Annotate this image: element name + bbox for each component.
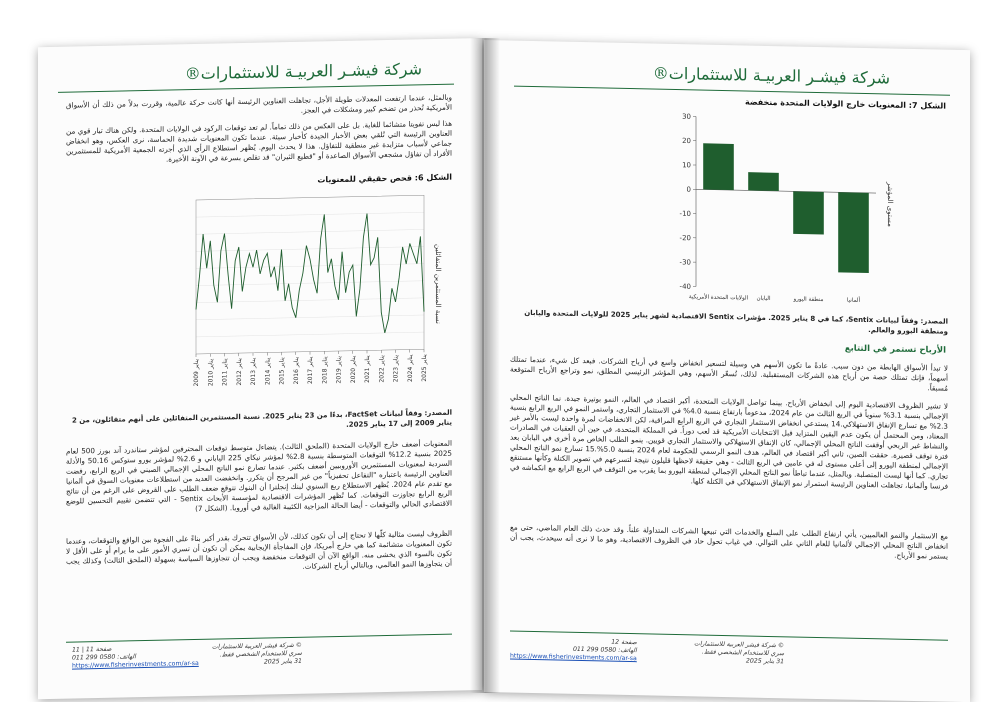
bar [793,191,824,234]
paragraph: مع الاستثمار والنمو العالميين، يأتي ارتفاع الطلب على السلع والخدمات التي تبيعها الشركات المتداولة علناً. وقد حدث ذلك العام الماضي، حتى مع انخفاض الناتج المحلي الإجمالي لألمانيا للعام الثاني على التوالي. في غياب تحول حاد في الظروف الاقتصادية، وهو ما لا نرى أنه سيحدث، يجب أن يستمر نمو الأرباح. [510,523,948,562]
paragraph: الظروف ليست مثالية كلّها لا تحتاج إلى أن تكون كذلك، لأن الأسواق تتحرك بقدر أكبر بناءً على الفجوة بين الواقع والتوقعات، وعندما تكون المعنويات متشائمة كما هي خارج أمريكا، فإن المفاجأة الإيجابية يمكن أن تكون أن تسري الأمور على ما يرام أو على الأقل لا تكون بالسوء الذي يخشى منه. الواقع الآن أن التوقعات منخفضة ويجب أن تتجاوزها السياسة بسهولة (الملحق الثالث) وكذلك يجب أن يتجاوزها النمو العالمي، وبالتالي أرباح الشركات. [66,529,452,577]
footer-website-link[interactable]: https://www.fisherinvestments.com/ar-sa [72,660,199,670]
y-tick-label: -40 [680,283,691,291]
x-tick-label: يناير 2011 [222,358,229,386]
figure-7-bar-chart [666,108,896,313]
x-tick-label: يناير 2012 [236,358,243,386]
x-tick-label: يناير 2024 [407,354,414,382]
x-tick-label: يناير 2014 [264,357,271,385]
brand-logo-text: شركة فيشـر العربيـة للاستثمارات® [185,59,422,83]
footer-phone: الهاتف: 0580 299 011 [510,645,637,656]
x-tick-label: يناير 2019 [336,356,343,384]
x-tick-label: اليابان [756,296,770,302]
x-tick-label: الولايات المتحدة الأمريكية [689,292,749,301]
paragraph: لا تشير الظروف الاقتصادية اليوم إلى انخفاض الأرباح. بينما تواصل الولايات المتحدة، أكبر اقتصاد في العالم، النمو بوتيرة جيدة. نما الناتج المحلي الإجمالي بنسبة 3.1% سنوياً في الربع الثالث من عام 2024، مدعوماً بارتفاع بنسبة 4.0% في الاستثمار التجاري، واستمر النمو في الربع الرابع بنسبة 2.3% مع تسارع الإنفاق الاستهلاكي.14 يستدعي انخفاض الاستثمار التجاري في الربع الرابع المراقبة، لكن الانخفاضات لمرة واحدة ليست بالأمر غير المعتاد، ومن المحتمل أن يكون عدم اليقين المتزايد قبل الانتخابات الأمريكية قد لعب دوراً. في المملكة المتحدة، في حين أن العقبات في الصادرات والنشاط غير الربحي أوقفت الناتج المحلي الإجمالي، كان الإنفاق الاستهلاكي والاستثمار التجاري قويين. ينمو الطلب الخاص مرة أخرى في اليابان بعد فترة توقف قصيرة. حققت الصين، ثاني أكبر اقتصاد في العالم، هدف النمو الرسمي للحكومة لعام 2024 بنسبة 5.0%.15 تسارع نمو الناتج المحلي الإجمالي لمنطقة اليورو إلى أعلى مستوى له في عامين في الربع الثالث - وهي حقيقة لاحظها قليلون نتيجة لتسرعهم في تصوير الكتلة وكأنها مستنقع تجاري. كما أنها ليست المتصلبة. وبالمثل، عندما تباطأ نمو الناتج المحلي الإجمالي لمنطقة اليورو بما يقرب من التوقف في الربع الرابع مع انكماشه في فرنسا وألمانيا، تجاهلت العناوين الرئيسة استمرار نمو الإنفاق الاستهلاكي في الكتلة كلها. [510,393,948,492]
footer-rule [66,634,452,643]
x-tick-label: يناير 2025 [421,354,428,382]
brand-logo-text: شركة فيشـر العربيـة للاستثمارات® [653,64,890,88]
x-tick-label: يناير 2018 [321,356,328,384]
sentiment-series-line [196,212,424,337]
paragraph: وبالمثل، عندما ارتفعت المعدلات طويلة الأجل، تجاهلت العناوين الرئيسة أنها كانت حركة عالمية، وقررت بدلاً من ذلك أن الأسواق الأمريكية تُحذر من تضخم كبير ومشكلات في العجز. [66,93,452,121]
plot-frame [196,195,424,354]
x-tick-label: يناير 2015 [279,357,286,385]
paragraph: هذا ليس تفويتا متشائما للغاية. بل على العكس من ذلك تماماً. لم تعد توقعات الركود في الولايات المتحدة. ولكن هناك تيار قوي من العناوين الرئيسة التي تُلقي بعض الأخبار الجيدة كأخبار سيئة. عندما تكون المعنويات شديدة الحماسة، نرى العكس، وهو انخفاض جماعي لأسباب متزايدة غير منطقية للتفاؤل. هذا لا يحدث اليوم. يُظهر استطلاع الرأي الذي أجرته الجمعية الأمريكية للمستثمرين الأفراد أن تفاؤل مشجعي الأسواق الصاعدة أو "قطيع الثيران" قد تقلص بسرعة في الآونة الأخيرة. [66,119,452,167]
footer-page-info [510,637,637,664]
footer-confidential: سري للاستخدام الشخصي فقط. [694,648,784,658]
gridline [196,212,424,217]
x-tick-label: يناير 2013 [250,357,257,385]
footer-copyright: © شركة فيشر العربية للاستثمارات [694,640,784,650]
figure-7-title: الشكل 7: المعنويات خارج الولايات المتحدة منخفضة [745,97,946,110]
footer-copyright: © شركة فيشر العربية للاستثمارات [212,642,302,652]
bar [703,143,734,190]
x-tick-label: يناير 2009 [193,359,200,387]
x-tick-label: يناير 2017 [307,356,314,384]
y-tick-label: 30 [682,113,691,121]
x-tick-label: يناير 2020 [350,355,357,383]
header-rule [58,84,454,93]
figure-7-source: المصدر: وفقاً لبيانات Sentix، كما في 8 يناير 2025. مؤشرات Sentix الاقتصادية لشهر يناير 2025 للولايات المتحدة واليابان ومنطقة اليورو والعالم. [510,309,948,337]
page-number: صفحة 11 | 11 [72,644,199,655]
figure-6-title: الشكل 6: قحص حقيقي للمعنويات [317,173,452,185]
y-tick-label: 10 [682,161,691,169]
figure-6-line-chart [188,189,448,410]
right-page [484,40,970,702]
x-tick-label: منطقة اليورو [792,296,823,303]
gridline [196,264,424,269]
footer-page-info [72,644,199,671]
y-tick-label: 0 [687,186,691,194]
page-number: صفحة 12 [510,637,637,648]
y-tick-label: -10 [680,210,691,218]
paragraph: لا تبدأ الأسواق الهابطة من دون سبب. عادةً ما تكون الأسهم هي وسيلة لتسعير انخفاض واسع في أرباح الشركات. فبعد كل شيء، عندما تمتلك أسهماً، فإنك تمتلك حصة من أرباح هذه الشركات المستقبلية. لذلك، تُسعّر الأسهم، وهي المؤشر الرئيسي المطلق، نمو وتراجع الأرباح المتوقعة مُسبقاً. [510,355,948,394]
x-tick-label: يناير 2016 [293,356,300,384]
footer-website-link[interactable]: https://www.fisherinvestments.com/ar-sa [510,653,637,663]
bar [838,192,869,273]
footer-legal [694,640,784,666]
footer-date: 31 يناير 2025 [694,656,784,666]
x-tick-label: ألمانيا [847,296,861,304]
gridline [196,281,424,286]
footer-confidential: سري للاستخدام الشخصي فقط. [212,650,302,660]
gridline [196,229,424,234]
x-tick-label: يناير 2022 [378,355,385,383]
y-tick-label: 20 [682,137,691,145]
footer-date: 31 يناير 2025 [212,658,302,668]
gridline [196,315,424,320]
left-page [38,38,482,699]
y-tick-label: -20 [680,234,691,242]
figure-6-source: المصدر: وفقاً لبيانات FactSet، بدءًا من 23 يناير 2025. نسبة المستثمرين المتفائلين على أنهم متفائلون، من 2 يناير 2009 إلى 17 يناير 2025. [66,409,452,436]
paragraph: المعنويات أضعف خارج الولايات المتحدة (الملحق الثالث). يتضاءل متوسط توقعات المحترفين لمؤشر ستاندرد آند بورز 500 لعام 2025 بنسبة 12.2% التوقعات المتوسطة بنسبة 2.8% لمؤشر نيكاي 225 الياباني و 2.6% لمؤشر يورو ستوكس 50.16 والأدلة السردية لمعنويات المستثمرين الأوروبيين أضعف بكثير. عندما تصارع نمو الناتج المحلي الإجمالي الصيني في الربع الرابع، رفضت العناوين الرئيسة باعتباره "التفاعل تحفيزياً" من غير المرجح أن يتكرر. وانخفضت العديد من استطلاعات معنويات السوق في ألمانيا مع تقدم عام 2024. يُظهر الاستطلاع ربع السنوي لبنك إنجلترا أن البنوك تتوقع ضعف الطلب على القروض على الرغم من أن نتائج الربع الرابع تجاوزت التوقعات. كما تُظهر المؤشرات الاقتصادية لمؤسسة الأبحاث Sentix - التي تتضمن تقييم التحسين للوضع الاقتصادي الحالي والتوقعات - أيضا الحالة المزاجية الكئيبة الغالبة في أوروبا. (الشكل 7) [66,439,452,517]
y-axis-label: نسبة المستثمرين المتفائلين [434,244,442,324]
gridline [196,332,424,337]
x-tick-label: يناير 2010 [207,358,214,386]
footer-phone: الهاتف: 0580 299 011 [72,652,199,663]
x-tick-label: يناير 2021 [364,355,371,383]
y-axis-label: مستوى المؤشر [886,181,894,227]
footer-legal [212,642,302,668]
section-heading: الأرباح تستمر في التتابع [845,344,946,356]
gridline [196,247,424,252]
y-tick-label: -30 [680,258,691,266]
x-tick-label: يناير 2023 [393,354,400,382]
bar [748,172,779,191]
